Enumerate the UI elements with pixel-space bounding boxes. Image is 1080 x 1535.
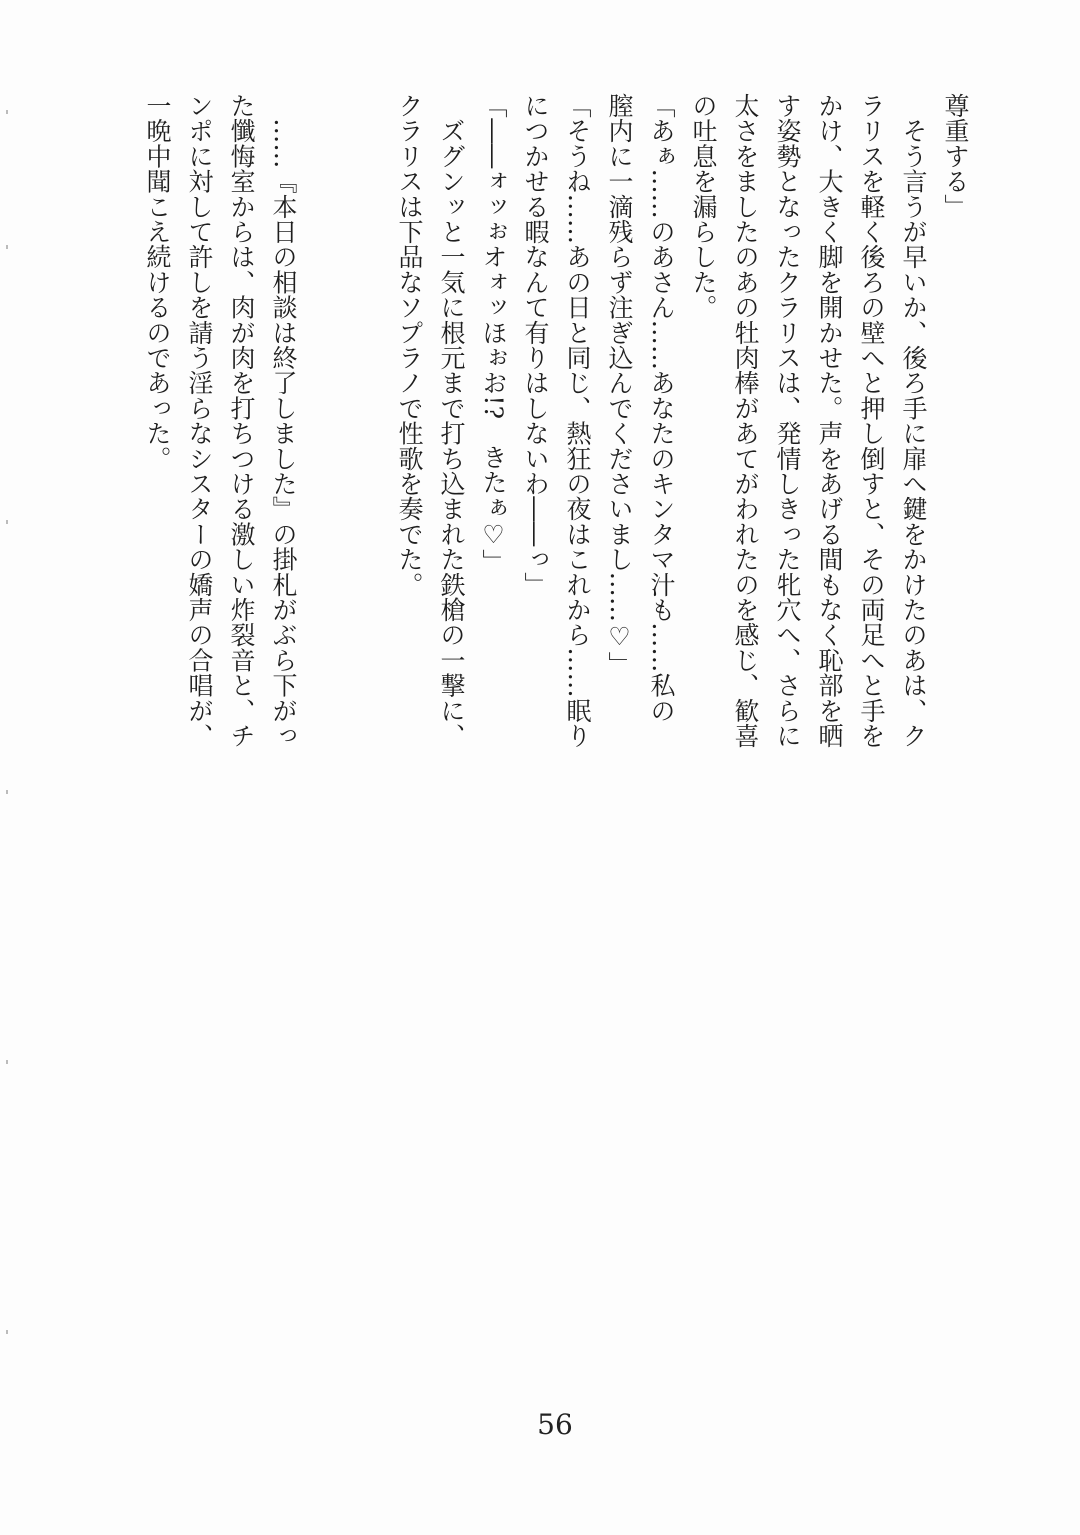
scan-speck <box>6 110 8 114</box>
text-line: クラリスは下品なソプラノで性歌を奏でた。 <box>395 93 424 597</box>
scan-speck <box>6 520 8 524</box>
page-number: 56 <box>537 1408 573 1441</box>
text-line: 尊重する」 <box>941 93 970 219</box>
text-line: につかせる暇なんて有りはしないわ――っ」 <box>521 93 550 597</box>
text-line: 「あぁ……のあさん……あなたのキンタマ汁も……私の <box>647 93 676 723</box>
text-line: ……『本日の相談は終了しました』の掛札がぶら下がっ <box>269 93 298 749</box>
text-line: ラリスを軽く後ろの壁へと押し倒すと、その両足へと手を <box>857 93 886 749</box>
text-line: そう言うが早いか、後ろ手に扉へ鍵をかけたのあは、ク <box>899 93 928 749</box>
text-line: ズグンッと一気に根元まで打ち込まれた鉄槍の一撃に、 <box>437 93 466 749</box>
text-line: た懺悔室からは、肉が肉を打ちつける激しい炸裂音と、チ <box>227 93 256 749</box>
text-line: かけ、大きく脚を開かせた。声をあげる間もなく恥部を晒 <box>815 93 844 749</box>
scan-speck <box>6 1330 8 1334</box>
text-line: 「――ォッぉオォッほぉお!? きたぁ♡」 <box>479 93 508 575</box>
text-line: す姿勢となったクラリスは、発情しきった牝穴へ、さらに <box>773 93 802 749</box>
text-line: の吐息を漏らした。 <box>689 93 718 320</box>
text-line: ンポに対して許しを請う淫らなシスターの嬌声の合唱が、 <box>185 93 214 749</box>
text-line: 「そうね……あの日と同じ、熱狂の夜はこれから……眠り <box>563 93 592 749</box>
text-line: 太さをましたのあの牡肉棒があてがわれたのを感じ、歓喜 <box>731 93 760 749</box>
scan-speck <box>6 1060 8 1064</box>
text-line: 膣内に一滴残らず注ぎ込んでくださいまし……♡」 <box>605 93 634 677</box>
scan-speck <box>6 245 8 249</box>
blank-line <box>304 93 346 763</box>
vertical-body-text <box>136 93 976 763</box>
blank-line <box>346 93 388 763</box>
text-line: 一晩中聞こえ続けるのであった。 <box>143 93 172 471</box>
scan-speck <box>6 790 8 794</box>
